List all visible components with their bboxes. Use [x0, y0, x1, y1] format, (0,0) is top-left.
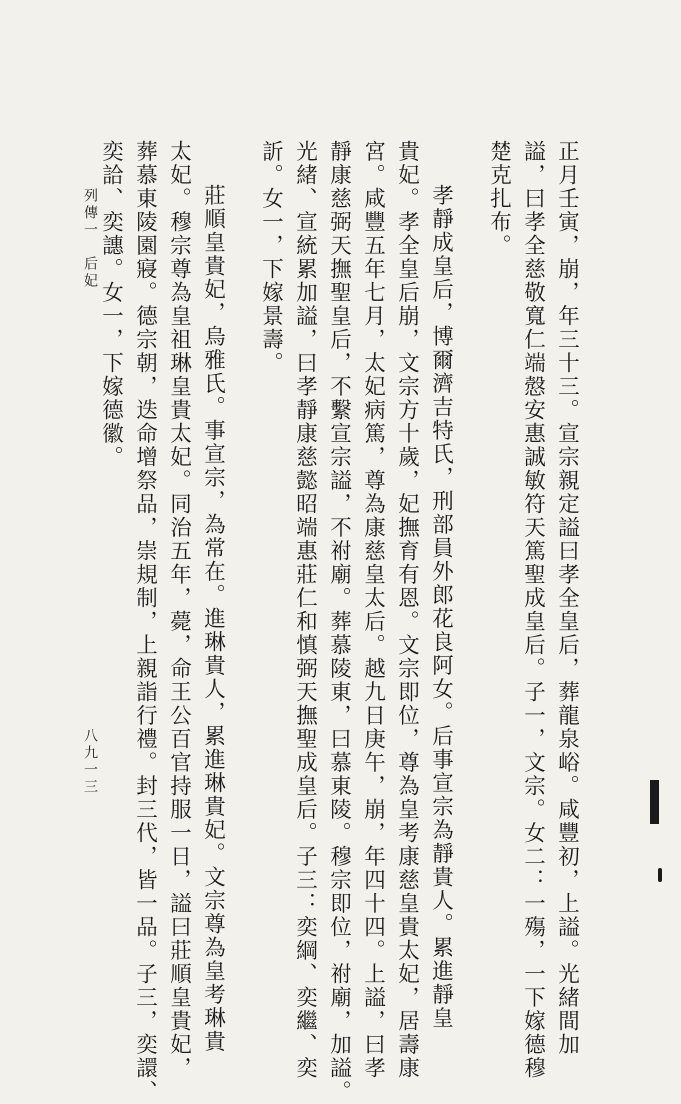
scan-mark: [658, 868, 662, 882]
text-column: 光緒、宣統累加謚，曰孝靜康慈懿昭端惠莊仁和慎弼天撫聖成皇后。子三：奕綱、奕繼、奕: [292, 140, 318, 1080]
text-column: 莊順皇貴妃，烏雅氏。事宣宗，為常在。進琳貴人，累進琳貴妃。文宗尊為皇考琳貴: [200, 184, 226, 1054]
page-number: 八九一三: [82, 728, 98, 796]
text-column: 宮。咸豐五年七月，太妃病篤，尊為康慈皇太后。越九日庚午，崩，年四十四。上謚，曰孝: [360, 140, 386, 1080]
text-column: 楚克扎布。: [486, 140, 512, 258]
text-column: 靜康慈弼天撫聖皇后，不繫宣宗謚，不祔廟。葬慕陵東，曰慕東陵。穆宗即位，祔廟，加謚。: [326, 140, 352, 1104]
text-column: 貴妃。孝全皇后崩，文宗方十歲，妃撫育有恩。文宗即位，尊為皇考康慈皇貴太妃，居壽康: [394, 140, 420, 1080]
text-column: 太妃。穆宗尊為皇祖琳皇貴太妃。同治五年，薨，命王公百官持服一日，謚曰莊順皇貴妃，: [166, 140, 192, 1080]
text-column: 正月壬寅，崩，年三十三。宣宗親定謚曰孝全皇后，葬龍泉峪。咸豐初，上謚。光緒間加: [554, 140, 580, 1057]
text-column: 孝靜成皇后，博爾濟吉特氏，刑部員外郎花良阿女。后事宣宗為靜貴人。累進靜皇: [428, 184, 454, 1030]
text-column: 訢。女一，下嫁景壽。: [258, 140, 284, 375]
scan-mark: [650, 780, 659, 824]
text-column: 葬慕東陵園寢。德宗朝，迭命增祭品，崇規制，上親詣行禮。封三代，皆一品。子三，奕譞、: [132, 140, 158, 1104]
text-column: 謚，曰孝全慈敬寬仁端慤安惠誠敏符天篤聖成皇后。子一，文宗。女二：一殤，一下嫁德穆: [520, 140, 546, 1080]
text-column: 奕詥、奕譓。女一，下嫁德徽。: [98, 140, 124, 469]
running-title: 列傳一 后妃: [82, 188, 98, 290]
